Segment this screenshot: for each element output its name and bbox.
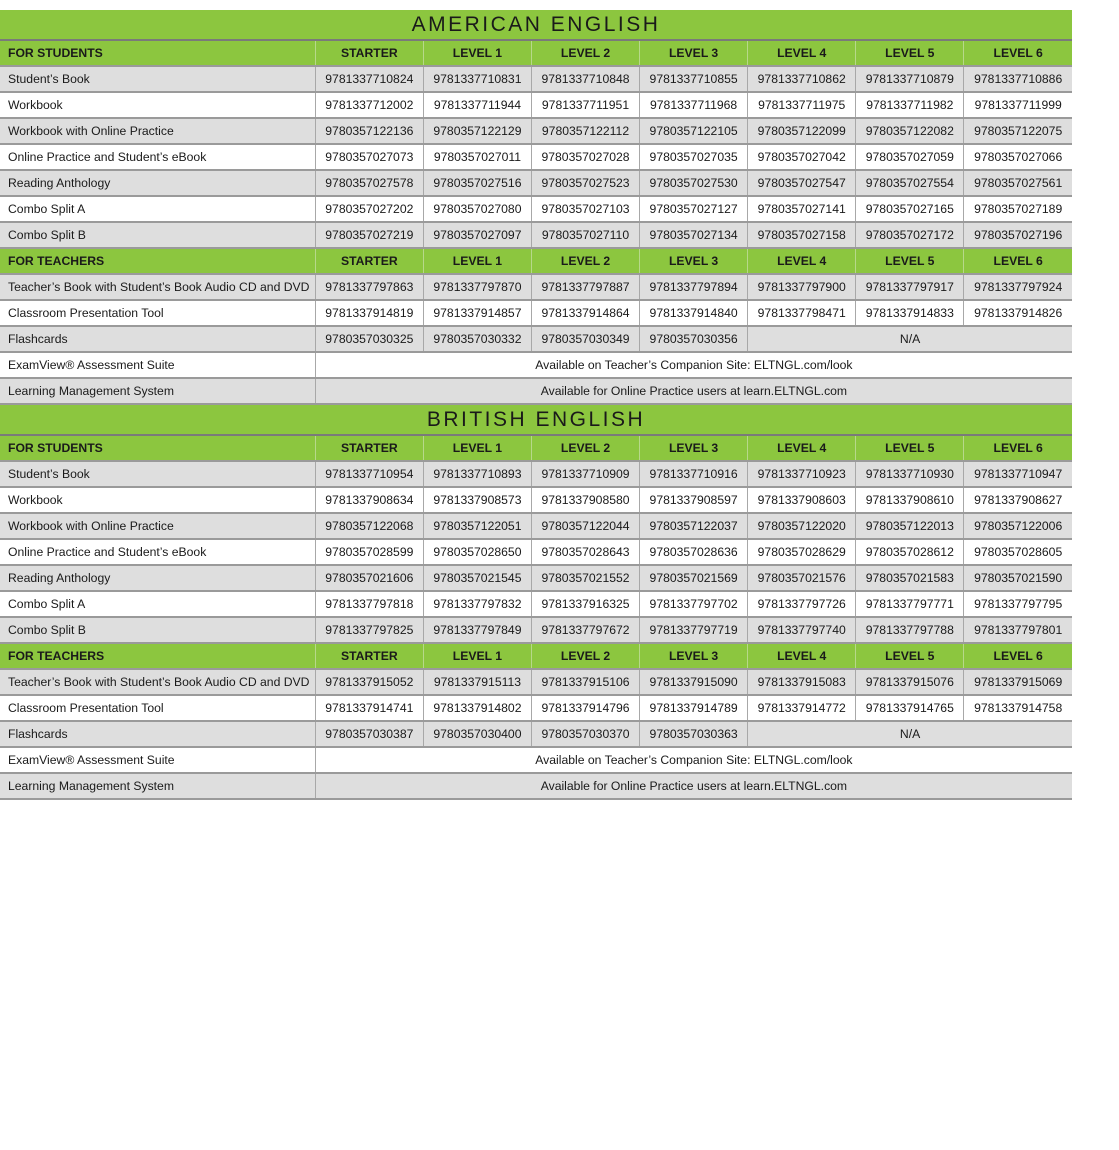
product-label: Flashcards [0,721,315,747]
product-label: Combo Split A [0,591,315,617]
isbn-cell: 9781337908603 [748,487,856,513]
isbn-cell: 9780357028599 [315,539,423,565]
level-column-header: STARTER [315,435,423,461]
isbn-cell: 9780357021576 [748,565,856,591]
isbn-cell: 9781337797917 [856,274,964,300]
isbn-cell: 9780357027141 [748,196,856,222]
level-column-header: LEVEL 2 [531,248,639,274]
product-label: Classroom Presentation Tool [0,300,315,326]
table-row [0,513,1072,539]
isbn-cell: 9781337710947 [964,461,1072,487]
isbn-cell: 9781337914864 [531,300,639,326]
section-header-label: FOR STUDENTS [0,40,315,66]
product-label: Workbook [0,487,315,513]
isbn-cell: 9780357027134 [640,222,748,248]
isbn-cell: 9781337710886 [964,66,1072,92]
isbn-cell: 9780357021590 [964,565,1072,591]
isbn-cell: 9780357028636 [640,539,748,565]
availability-note: Available on Teacher’s Companion Site: ELTNGL.com/look [315,352,1072,378]
isbn-cell: 9781337797801 [964,617,1072,643]
isbn-cell: 9780357027578 [315,170,423,196]
section-header-row [0,643,1072,669]
product-label: Teacher’s Book with Student’s Book Audio CD and DVD [0,274,315,300]
isbn-cell: 9781337914772 [748,695,856,721]
isbn-cell: 9781337797702 [640,591,748,617]
isbn-cell: 9780357030325 [315,326,423,352]
isbn-cell: 9780357027127 [640,196,748,222]
isbn-cell: 9781337908573 [423,487,531,513]
level-column-header: STARTER [315,643,423,669]
isbn-cell: 9780357122006 [964,513,1072,539]
isbn-cell: 9781337797771 [856,591,964,617]
level-column-header: LEVEL 3 [640,40,748,66]
isbn-cell: 9781337914741 [315,695,423,721]
level-column-header: LEVEL 5 [856,40,964,66]
isbn-cell: 9781337908597 [640,487,748,513]
section-title-row [0,10,1072,40]
table-row [0,461,1072,487]
not-available-cell: N/A [748,326,1072,352]
isbn-cell: 9780357021606 [315,565,423,591]
product-label: Learning Management System [0,773,315,799]
isbn-cell: 9780357027011 [423,144,531,170]
product-label: Combo Split B [0,222,315,248]
isbn-cell: 9781337914840 [640,300,748,326]
availability-note: Available for Online Practice users at learn.ELTNGL.com [315,378,1072,404]
isbn-cell: 9781337712002 [315,92,423,118]
section-header-row [0,40,1072,66]
isbn-cell: 9781337914833 [856,300,964,326]
isbn-cell: 9781337914826 [964,300,1072,326]
level-column-header: LEVEL 6 [964,643,1072,669]
isbn-cell: 9780357027035 [640,144,748,170]
table-row [0,487,1072,513]
isbn-cell: 9781337710954 [315,461,423,487]
isbn-cell: 9780357030363 [640,721,748,747]
isbn-cell: 9781337710862 [748,66,856,92]
isbn-cell: 9781337710930 [856,461,964,487]
lms-row [0,378,1072,404]
isbn-cell: 9780357122037 [640,513,748,539]
level-column-header: LEVEL 6 [964,435,1072,461]
level-column-header: LEVEL 5 [856,248,964,274]
level-column-header: LEVEL 1 [423,40,531,66]
isbn-cell: 9780357027080 [423,196,531,222]
isbn-cell: 9781337710855 [640,66,748,92]
isbn-cell: 9780357122129 [423,118,531,144]
section-header-label: FOR STUDENTS [0,435,315,461]
isbn-cell: 9781337797795 [964,591,1072,617]
isbn-table-british [0,405,1072,800]
table-row [0,144,1072,170]
isbn-cell: 9780357030332 [423,326,531,352]
isbn-cell: 9781337711968 [640,92,748,118]
level-column-header: LEVEL 2 [531,435,639,461]
level-column-header: LEVEL 5 [856,643,964,669]
isbn-cell: 9781337915106 [531,669,639,695]
isbn-cell: 9780357027158 [748,222,856,248]
level-column-header: LEVEL 1 [423,643,531,669]
isbn-cell: 9781337710893 [423,461,531,487]
isbn-cell: 9780357027066 [964,144,1072,170]
table-row [0,669,1072,695]
isbn-cell: 9780357027028 [531,144,639,170]
isbn-cell: 9780357027097 [423,222,531,248]
isbn-cell: 9780357028650 [423,539,531,565]
isbn-cell: 9780357027554 [856,170,964,196]
isbn-cell: 9781337908634 [315,487,423,513]
level-column-header: STARTER [315,40,423,66]
isbn-cell: 9780357027042 [748,144,856,170]
isbn-cell: 9780357122068 [315,513,423,539]
isbn-cell: 9781337914765 [856,695,964,721]
section-header-label: FOR TEACHERS [0,643,315,669]
isbn-cell: 9781337710831 [423,66,531,92]
isbn-table-american [0,10,1072,405]
product-label: Reading Anthology [0,565,315,591]
isbn-cell: 9781337915052 [315,669,423,695]
section-title: BRITISH ENGLISH [0,405,1072,435]
isbn-cell: 9781337797900 [748,274,856,300]
isbn-cell: 9781337797719 [640,617,748,643]
isbn-cell: 9781337711975 [748,92,856,118]
isbn-tables [0,10,1072,800]
section-title: AMERICAN ENGLISH [0,10,1072,40]
table-row [0,591,1072,617]
isbn-cell: 9780357027523 [531,170,639,196]
table-row [0,300,1072,326]
isbn-cell: 9780357027196 [964,222,1072,248]
isbn-cell: 9781337908610 [856,487,964,513]
level-column-header: LEVEL 2 [531,40,639,66]
isbn-cell: 9781337915069 [964,669,1072,695]
level-column-header: LEVEL 6 [964,248,1072,274]
product-label: Workbook [0,92,315,118]
isbn-cell: 9780357021545 [423,565,531,591]
isbn-cell: 9780357027561 [964,170,1072,196]
level-column-header: LEVEL 2 [531,643,639,669]
level-column-header: LEVEL 3 [640,248,748,274]
isbn-cell: 9781337797726 [748,591,856,617]
product-label: Classroom Presentation Tool [0,695,315,721]
isbn-cell: 9781337797849 [423,617,531,643]
isbn-cell: 9781337797863 [315,274,423,300]
isbn-cell: 9781337915113 [423,669,531,695]
isbn-cell: 9780357027059 [856,144,964,170]
product-label: Learning Management System [0,378,315,404]
examview-row [0,747,1072,773]
table-row [0,118,1072,144]
product-label: Teacher’s Book with Student’s Book Audio CD and DVD [0,669,315,695]
product-label: Student’s Book [0,461,315,487]
isbn-cell: 9780357122099 [748,118,856,144]
isbn-cell: 9780357030356 [640,326,748,352]
isbn-cell: 9780357027073 [315,144,423,170]
isbn-cell: 9780357027530 [640,170,748,196]
isbn-cell: 9781337914758 [964,695,1072,721]
flashcards-row [0,721,1072,747]
isbn-cell: 9780357122112 [531,118,639,144]
isbn-cell: 9781337915090 [640,669,748,695]
isbn-cell: 9781337797740 [748,617,856,643]
isbn-cell: 9780357122044 [531,513,639,539]
isbn-cell: 9781337908580 [531,487,639,513]
isbn-cell: 9780357122020 [748,513,856,539]
isbn-cell: 9781337710848 [531,66,639,92]
isbn-cell: 9781337710909 [531,461,639,487]
table-row [0,92,1072,118]
isbn-cell: 9781337798471 [748,300,856,326]
product-label: Flashcards [0,326,315,352]
isbn-cell: 9780357122082 [856,118,964,144]
isbn-cell: 9781337797870 [423,274,531,300]
level-column-header: LEVEL 1 [423,435,531,461]
isbn-cell: 9781337710879 [856,66,964,92]
product-label: Combo Split A [0,196,315,222]
isbn-cell: 9781337797818 [315,591,423,617]
flashcards-row [0,326,1072,352]
level-column-header: LEVEL 3 [640,435,748,461]
isbn-cell: 9781337710916 [640,461,748,487]
section-header-label: FOR TEACHERS [0,248,315,274]
level-column-header: LEVEL 4 [748,643,856,669]
table-row [0,222,1072,248]
product-label: Online Practice and Student’s eBook [0,539,315,565]
isbn-cell: 9780357028612 [856,539,964,565]
product-label: Online Practice and Student’s eBook [0,144,315,170]
isbn-cell: 9781337797825 [315,617,423,643]
isbn-cell: 9780357027103 [531,196,639,222]
level-column-header: LEVEL 4 [748,435,856,461]
isbn-cell: 9781337916325 [531,591,639,617]
isbn-cell: 9781337914802 [423,695,531,721]
isbn-cell: 9780357122013 [856,513,964,539]
isbn-cell: 9780357027110 [531,222,639,248]
isbn-cell: 9780357021569 [640,565,748,591]
availability-note: Available on Teacher’s Companion Site: ELTNGL.com/look [315,747,1072,773]
isbn-cell: 9781337711944 [423,92,531,118]
isbn-cell: 9781337914819 [315,300,423,326]
not-available-cell: N/A [748,721,1072,747]
isbn-cell: 9781337914857 [423,300,531,326]
product-label: Reading Anthology [0,170,315,196]
level-column-header: LEVEL 6 [964,40,1072,66]
table-row [0,565,1072,591]
table-row [0,539,1072,565]
section-header-row [0,435,1072,461]
level-column-header: LEVEL 4 [748,248,856,274]
lms-row [0,773,1072,799]
isbn-cell: 9780357122105 [640,118,748,144]
isbn-cell: 9780357027219 [315,222,423,248]
isbn-cell: 9781337710923 [748,461,856,487]
product-label: ExamView® Assessment Suite [0,747,315,773]
level-column-header: LEVEL 1 [423,248,531,274]
isbn-cell: 9780357028605 [964,539,1072,565]
isbn-cell: 9780357122051 [423,513,531,539]
isbn-cell: 9781337908627 [964,487,1072,513]
isbn-cell: 9781337797788 [856,617,964,643]
isbn-cell: 9780357027189 [964,196,1072,222]
isbn-cell: 9781337914796 [531,695,639,721]
isbn-cell: 9781337915083 [748,669,856,695]
isbn-cell: 9780357027516 [423,170,531,196]
table-row [0,196,1072,222]
isbn-cell: 9781337797924 [964,274,1072,300]
isbn-cell: 9780357027547 [748,170,856,196]
level-column-header: STARTER [315,248,423,274]
table-row [0,617,1072,643]
isbn-cell: 9780357021552 [531,565,639,591]
isbn-cell: 9781337711999 [964,92,1072,118]
isbn-cell: 9780357028643 [531,539,639,565]
product-label: Workbook with Online Practice [0,118,315,144]
isbn-cell: 9781337797832 [423,591,531,617]
section-title-row [0,405,1072,435]
isbn-cell: 9780357122075 [964,118,1072,144]
level-column-header: LEVEL 5 [856,435,964,461]
isbn-cell: 9781337797894 [640,274,748,300]
isbn-cell: 9781337797887 [531,274,639,300]
isbn-cell: 9780357028629 [748,539,856,565]
isbn-cell: 9781337711982 [856,92,964,118]
isbn-cell: 9780357030370 [531,721,639,747]
isbn-cell: 9781337914789 [640,695,748,721]
product-label: Combo Split B [0,617,315,643]
isbn-cell: 9781337711951 [531,92,639,118]
isbn-cell: 9780357021583 [856,565,964,591]
table-row [0,695,1072,721]
product-label: Student’s Book [0,66,315,92]
isbn-cell: 9780357122136 [315,118,423,144]
table-row [0,170,1072,196]
isbn-cell: 9781337915076 [856,669,964,695]
level-column-header: LEVEL 3 [640,643,748,669]
section-header-row [0,248,1072,274]
isbn-cell: 9780357027172 [856,222,964,248]
isbn-cell: 9780357030387 [315,721,423,747]
level-column-header: LEVEL 4 [748,40,856,66]
table-row [0,66,1072,92]
isbn-cell: 9780357027202 [315,196,423,222]
examview-row [0,352,1072,378]
product-label: ExamView® Assessment Suite [0,352,315,378]
isbn-cell: 9780357027165 [856,196,964,222]
availability-note: Available for Online Practice users at learn.ELTNGL.com [315,773,1072,799]
isbn-cell: 9781337797672 [531,617,639,643]
table-row [0,274,1072,300]
isbn-cell: 9780357030349 [531,326,639,352]
product-label: Workbook with Online Practice [0,513,315,539]
isbn-cell: 9780357030400 [423,721,531,747]
isbn-cell: 9781337710824 [315,66,423,92]
